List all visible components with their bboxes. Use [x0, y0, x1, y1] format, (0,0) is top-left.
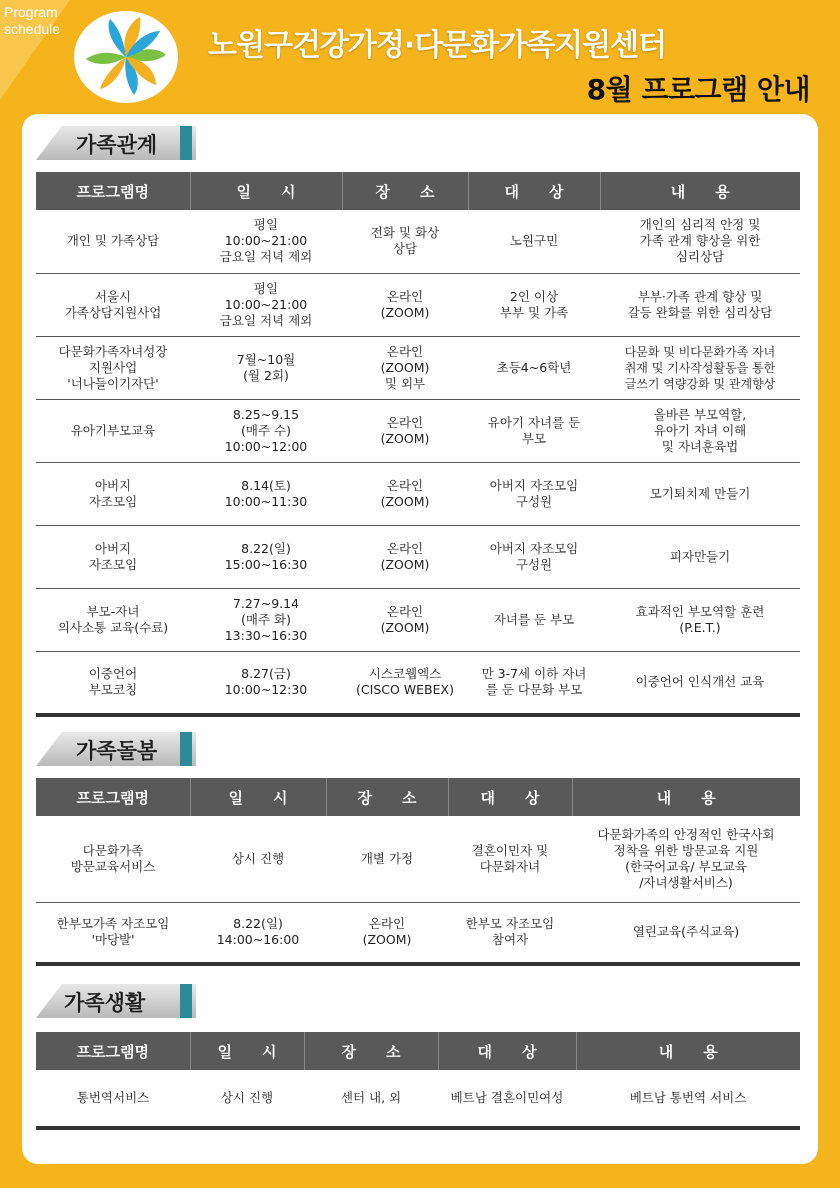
place-cell: 개별 가정 — [326, 816, 448, 902]
datetime-cell: 8.27(금) 10:00~12:30 — [190, 651, 342, 715]
program-schedule-tag: Program schedule — [4, 4, 61, 37]
place-cell: 전화 및 화상 상담 — [342, 210, 468, 273]
column-header-content: 내 용 — [600, 172, 800, 210]
datetime-cell: 8.22(일) 14:00~16:00 — [190, 902, 326, 964]
target-cell: 만 3-7세 이하 자녀 를 둔 다문화 부모 — [468, 651, 600, 715]
column-header-target: 대 상 — [448, 778, 572, 816]
center-logo-icon — [70, 5, 182, 105]
section-title: 가족돌봄 — [76, 739, 158, 763]
target-cell: 초등4~6학년 — [468, 336, 600, 399]
target-cell: 아버지 자조모임 구성원 — [468, 525, 600, 588]
program-name-cell: 아버지 자조모임 — [36, 525, 190, 588]
section-title: 가족생활 — [64, 991, 146, 1015]
column-header-content: 내 용 — [572, 778, 800, 816]
table-row — [36, 816, 800, 902]
place-cell: 온라인 (ZOOM) — [342, 525, 468, 588]
column-header-place: 장 소 — [342, 172, 468, 210]
content-card — [22, 114, 818, 1164]
content-cell: 개인의 심리적 안정 및 가족 관계 향상을 위한 심리상담 — [600, 210, 800, 273]
target-cell: 결혼이민자 및 다문화자녀 — [448, 816, 572, 902]
table-row — [36, 336, 800, 399]
program-name-cell: 다문화가족 방문교육서비스 — [36, 816, 190, 902]
column-header-place: 장 소 — [304, 1032, 438, 1070]
datetime-cell: 상시 진행 — [190, 1070, 304, 1128]
program-name-cell: 아버지 자조모임 — [36, 462, 190, 525]
program-name-cell: 유아기부모교육 — [36, 399, 190, 462]
program-name-cell: 다문화가족자녀성장 지원사업 '너나들이기자단' — [36, 336, 190, 399]
datetime-cell: 7.27~9.14 (매주 화) 13:30~16:30 — [190, 588, 342, 651]
place-cell: 온라인 (ZOOM) — [342, 588, 468, 651]
column-header-target: 대 상 — [438, 1032, 576, 1070]
place-cell: 온라인 (ZOOM) — [342, 462, 468, 525]
section-title: 가족관계 — [76, 133, 158, 157]
column-header-program: 프로그램명 — [36, 778, 190, 816]
place-cell: 센터 내, 외 — [304, 1070, 438, 1128]
target-cell: 자녀를 둔 부모 — [468, 588, 600, 651]
program-name-cell: 개인 및 가족상담 — [36, 210, 190, 273]
table-header-row — [36, 778, 800, 816]
target-cell: 아버지 자조모임 구성원 — [468, 462, 600, 525]
column-header-program: 프로그램명 — [36, 1032, 190, 1070]
content-cell: 다문화가족의 안정적인 한국사회 정착을 위한 방문교육 지원 (한국어교육/ 부모교육 /자녀생활서비스) — [572, 816, 800, 902]
content-cell: 열린교육(주식교육) — [572, 902, 800, 964]
table-row — [36, 462, 800, 525]
program-name-cell: 이중언어 부모코칭 — [36, 651, 190, 715]
content-cell: 다문화 및 비다문화가족 자녀 취재 및 기사작성활동을 통한 글쓰기 역량강화 및 관계향상 — [600, 336, 800, 399]
content-cell: 이중언어 인식개선 교육 — [600, 651, 800, 715]
column-header-place: 장 소 — [326, 778, 448, 816]
datetime-cell: 8.22(일) 15:00~16:30 — [190, 525, 342, 588]
datetime-cell: 상시 진행 — [190, 816, 326, 902]
place-cell: 시스코웹엑스 (CISCO WEBEX) — [342, 651, 468, 715]
place-cell: 온라인 (ZOOM) — [342, 399, 468, 462]
program-table-family-relations — [36, 172, 800, 717]
program-name-cell: 서울시 가족상담지원사업 — [36, 273, 190, 336]
content-cell: 효과적인 부모역할 훈련 (P.E.T.) — [600, 588, 800, 651]
column-header-content: 내 용 — [576, 1032, 800, 1070]
table-row — [36, 651, 800, 715]
datetime-cell: 평일 10:00~21:00 금요일 저녁 제외 — [190, 273, 342, 336]
target-cell: 유아기 자녀를 둔 부모 — [468, 399, 600, 462]
table-row — [36, 902, 800, 964]
content-cell: 부부·가족 관계 향상 및 갈등 완화를 위한 심리상담 — [600, 273, 800, 336]
program-table-family-care — [36, 778, 800, 966]
content-cell: 모기퇴치제 만들기 — [600, 462, 800, 525]
datetime-cell: 평일 10:00~21:00 금요일 저녁 제외 — [190, 210, 342, 273]
datetime-cell: 8.25~9.15 (매주 수) 10:00~12:00 — [190, 399, 342, 462]
program-name-cell: 한부모가족 자조모임 '마당발' — [36, 902, 190, 964]
table-row — [36, 210, 800, 273]
table-header-row — [36, 172, 800, 210]
target-cell: 2인 이상 부부 및 가족 — [468, 273, 600, 336]
datetime-cell: 8.14(토) 10:00~11:30 — [190, 462, 342, 525]
table-row — [36, 273, 800, 336]
place-cell: 온라인 (ZOOM) — [326, 902, 448, 964]
table-header-row — [36, 1032, 800, 1070]
place-cell: 온라인 (ZOOM) 및 외부 — [342, 336, 468, 399]
column-header-datetime: 일 시 — [190, 172, 342, 210]
table-row — [36, 399, 800, 462]
datetime-cell: 7월~10월 (월 2회) — [190, 336, 342, 399]
column-header-datetime: 일 시 — [190, 1032, 304, 1070]
column-header-target: 대 상 — [468, 172, 600, 210]
content-cell: 피자만들기 — [600, 525, 800, 588]
target-cell: 노원구민 — [468, 210, 600, 273]
table-row — [36, 1070, 800, 1128]
place-cell: 온라인 (ZOOM) — [342, 273, 468, 336]
program-name-cell: 통번역서비스 — [36, 1070, 190, 1128]
target-cell: 한부모 자조모임 참여자 — [448, 902, 572, 964]
column-header-datetime: 일 시 — [190, 778, 326, 816]
program-table-family-life — [36, 1032, 800, 1130]
target-cell: 베트남 결혼이민여성 — [438, 1070, 576, 1128]
center-title: 노원구건강가정·다문화가족지원센터 — [208, 28, 667, 63]
program-name-cell: 부모-자녀 의사소통 교육(수료) — [36, 588, 190, 651]
table-row — [36, 588, 800, 651]
table-row — [36, 525, 800, 588]
column-header-program: 프로그램명 — [36, 172, 190, 210]
content-cell: 베트남 통번역 서비스 — [576, 1070, 800, 1128]
month-subtitle: 8월 프로그램 안내 — [586, 73, 810, 106]
content-cell: 올바른 부모역할, 유아기 자녀 이해 및 자녀훈육법 — [600, 399, 800, 462]
